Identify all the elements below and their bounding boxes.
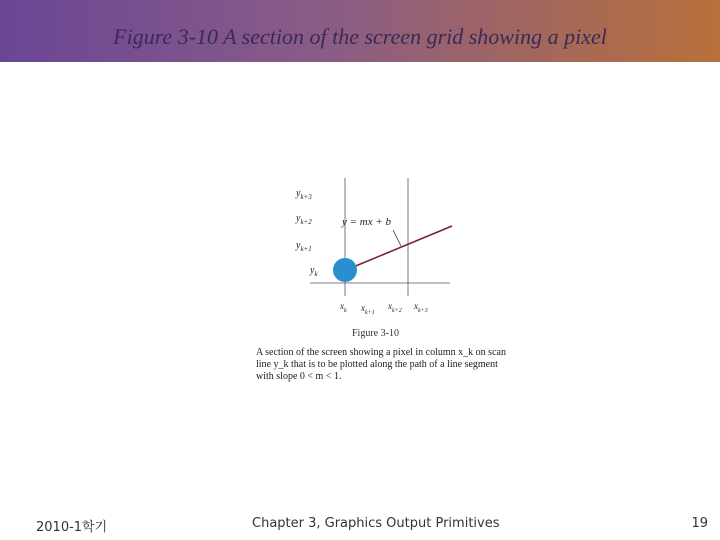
figure-caption-title: Figure 3-10 [352, 328, 399, 339]
y-label-k2: $y_{k+2}$ [296, 213, 312, 226]
page-number: 19 [691, 516, 708, 531]
pixel-marker [333, 258, 357, 282]
x-label-k: $x_k$ [340, 301, 347, 314]
x-label-k1: $x_{k+1}$ [361, 303, 375, 316]
figure-caption-text: A section of the screen showing a pixel in column x_k on scan line y_k that is to be plotted along the path of a line segment with slope 0 < m < 1. [256, 347, 506, 382]
x-label-k3: $x_{k+3}$ [414, 301, 428, 314]
y-label-k: $y_k$ [310, 265, 318, 278]
line-equation: y = mx + b [342, 216, 392, 228]
title-bar [0, 0, 720, 62]
y-label-k3: $y_{k+3}$ [296, 188, 312, 201]
line-segment [346, 226, 452, 270]
footer-term: 2010-1학기 [36, 520, 108, 535]
y-label-k1: $y_{k+1}$ [296, 240, 312, 253]
footer-course: Chapter 3, Graphics Output Primitives [252, 516, 500, 531]
slide-title: Figure 3-10 A section of the screen grid showing a pixel [113, 24, 607, 49]
x-label-k2: $x_{k+2}$ [388, 301, 402, 314]
equation-leader [393, 230, 401, 246]
grid-diagram [250, 178, 510, 328]
